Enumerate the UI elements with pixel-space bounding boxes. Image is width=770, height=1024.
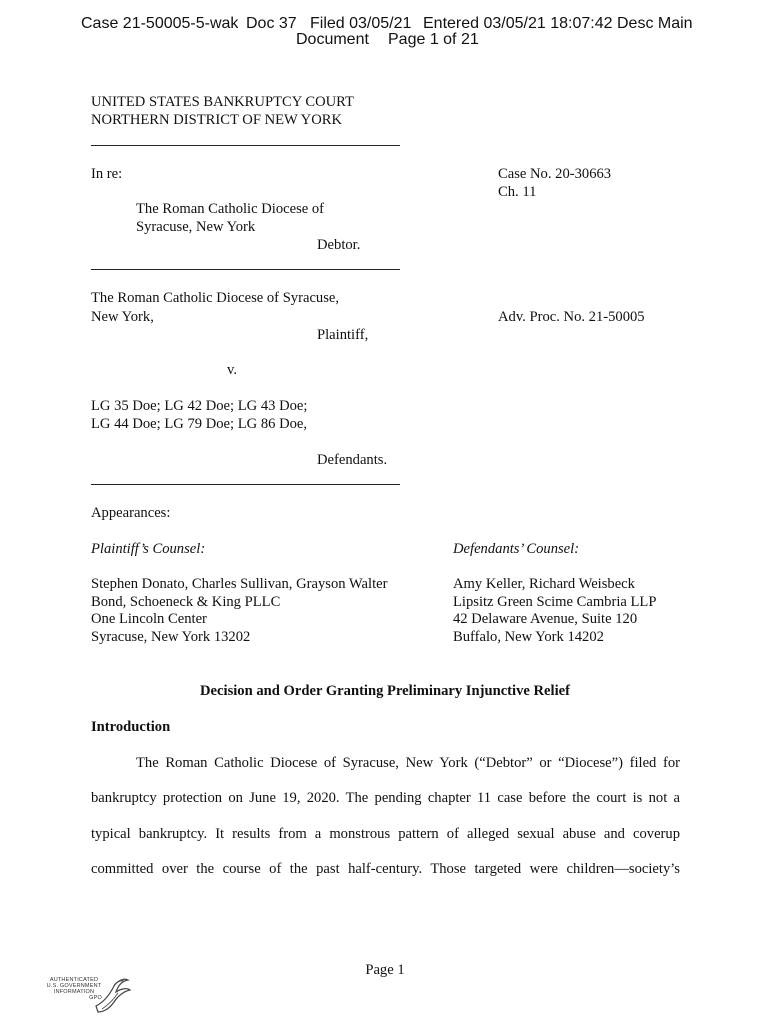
seal-text: U.S. GOVERNMENT (46, 983, 102, 989)
versus: v. (227, 362, 237, 378)
document-title: Decision and Order Granting Preliminary Injunctive Relief (200, 683, 570, 699)
seal-text: AUTHENTICATED (49, 977, 99, 983)
plaintiff-line1: The Roman Catholic Diocese of Syracuse, (91, 290, 340, 306)
plaintiff-role: Plaintiff, (317, 327, 369, 343)
in-re-label: In re: (91, 166, 123, 182)
seal-text: INFORMATION (53, 989, 95, 995)
defendants-line1: LG 35 Doe; LG 42 Doe; LG 43 Doe; (91, 398, 308, 414)
plaintiff-counsel-line: Bond, Schoeneck & King PLLC (91, 594, 281, 610)
plaintiff-counsel-line: Stephen Donato, Charles Sullivan, Grayson Walter (91, 576, 388, 592)
defendants-counsel-heading: Defendants’ Counsel: (453, 541, 580, 557)
debtor-name-line1: The Roman Catholic Diocese of (136, 201, 325, 217)
document-label: Document (296, 31, 369, 48)
gpo-seal (44, 972, 134, 1016)
seal-text: GPO (89, 995, 102, 1001)
defendants-line2: LG 44 Doe; LG 79 Doe; LG 86 Doe, (91, 416, 308, 432)
caption-rule-middle (91, 269, 400, 270)
court-name-line1: UNITED STATES BANKRUPTCY COURT (91, 94, 354, 110)
defendants-role: Defendants. (317, 452, 388, 468)
doc-number: Doc 37 (246, 15, 297, 32)
page-number: Page 1 (365, 962, 405, 978)
entered-date: Entered 03/05/21 18:07:42 (423, 15, 613, 32)
chapter: Ch. 11 (498, 184, 537, 200)
page-of-label: Page 1 of 21 (388, 31, 479, 48)
court-name-line2: NORTHERN DISTRICT OF NEW YORK (91, 112, 343, 128)
defendants-counsel-line: Lipsitz Green Scime Cambria LLP (453, 594, 657, 610)
plaintiff-counsel-line: One Lincoln Center (91, 611, 207, 627)
case-no: Case No. 20-30663 (498, 166, 612, 182)
case-number: Case 21-50005-5-wak (81, 15, 239, 32)
debtor-name-line2: Syracuse, New York (136, 219, 256, 235)
body-line: bankruptcy protection on June 19, 2020. The pending chapter 11 case before the court is not a (91, 790, 680, 806)
debtor-role: Debtor. (317, 237, 361, 253)
section-heading-introduction: Introduction (91, 719, 171, 735)
defendants-counsel-line: 42 Delaware Avenue, Suite 120 (453, 611, 638, 627)
appearances-label: Appearances: (91, 505, 171, 521)
desc-label: Desc Main (617, 15, 693, 32)
plaintiff-counsel-line: Syracuse, New York 13202 (91, 629, 251, 645)
caption-rule-top (91, 145, 400, 146)
body-line: The Roman Catholic Diocese of Syracuse, New York (“Debtor” or “Diocese”) filed for (136, 755, 680, 771)
plaintiff-counsel-heading: Plaintiff’s Counsel: (91, 541, 206, 557)
body-line: committed over the course of the past half-century. Those targeted were children—society’s (91, 861, 680, 877)
defendants-counsel-line: Buffalo, New York 14202 (453, 629, 604, 645)
adv-proc-number: Adv. Proc. No. 21-50005 (498, 309, 645, 325)
caption-rule-bottom (91, 484, 400, 485)
filed-date: Filed 03/05/21 (310, 15, 412, 32)
plaintiff-line2: New York, (91, 309, 154, 325)
body-line: typical bankruptcy. It results from a monstrous pattern of alleged sexual abuse and coverup (91, 826, 680, 842)
defendants-counsel-line: Amy Keller, Richard Weisbeck (453, 576, 635, 592)
